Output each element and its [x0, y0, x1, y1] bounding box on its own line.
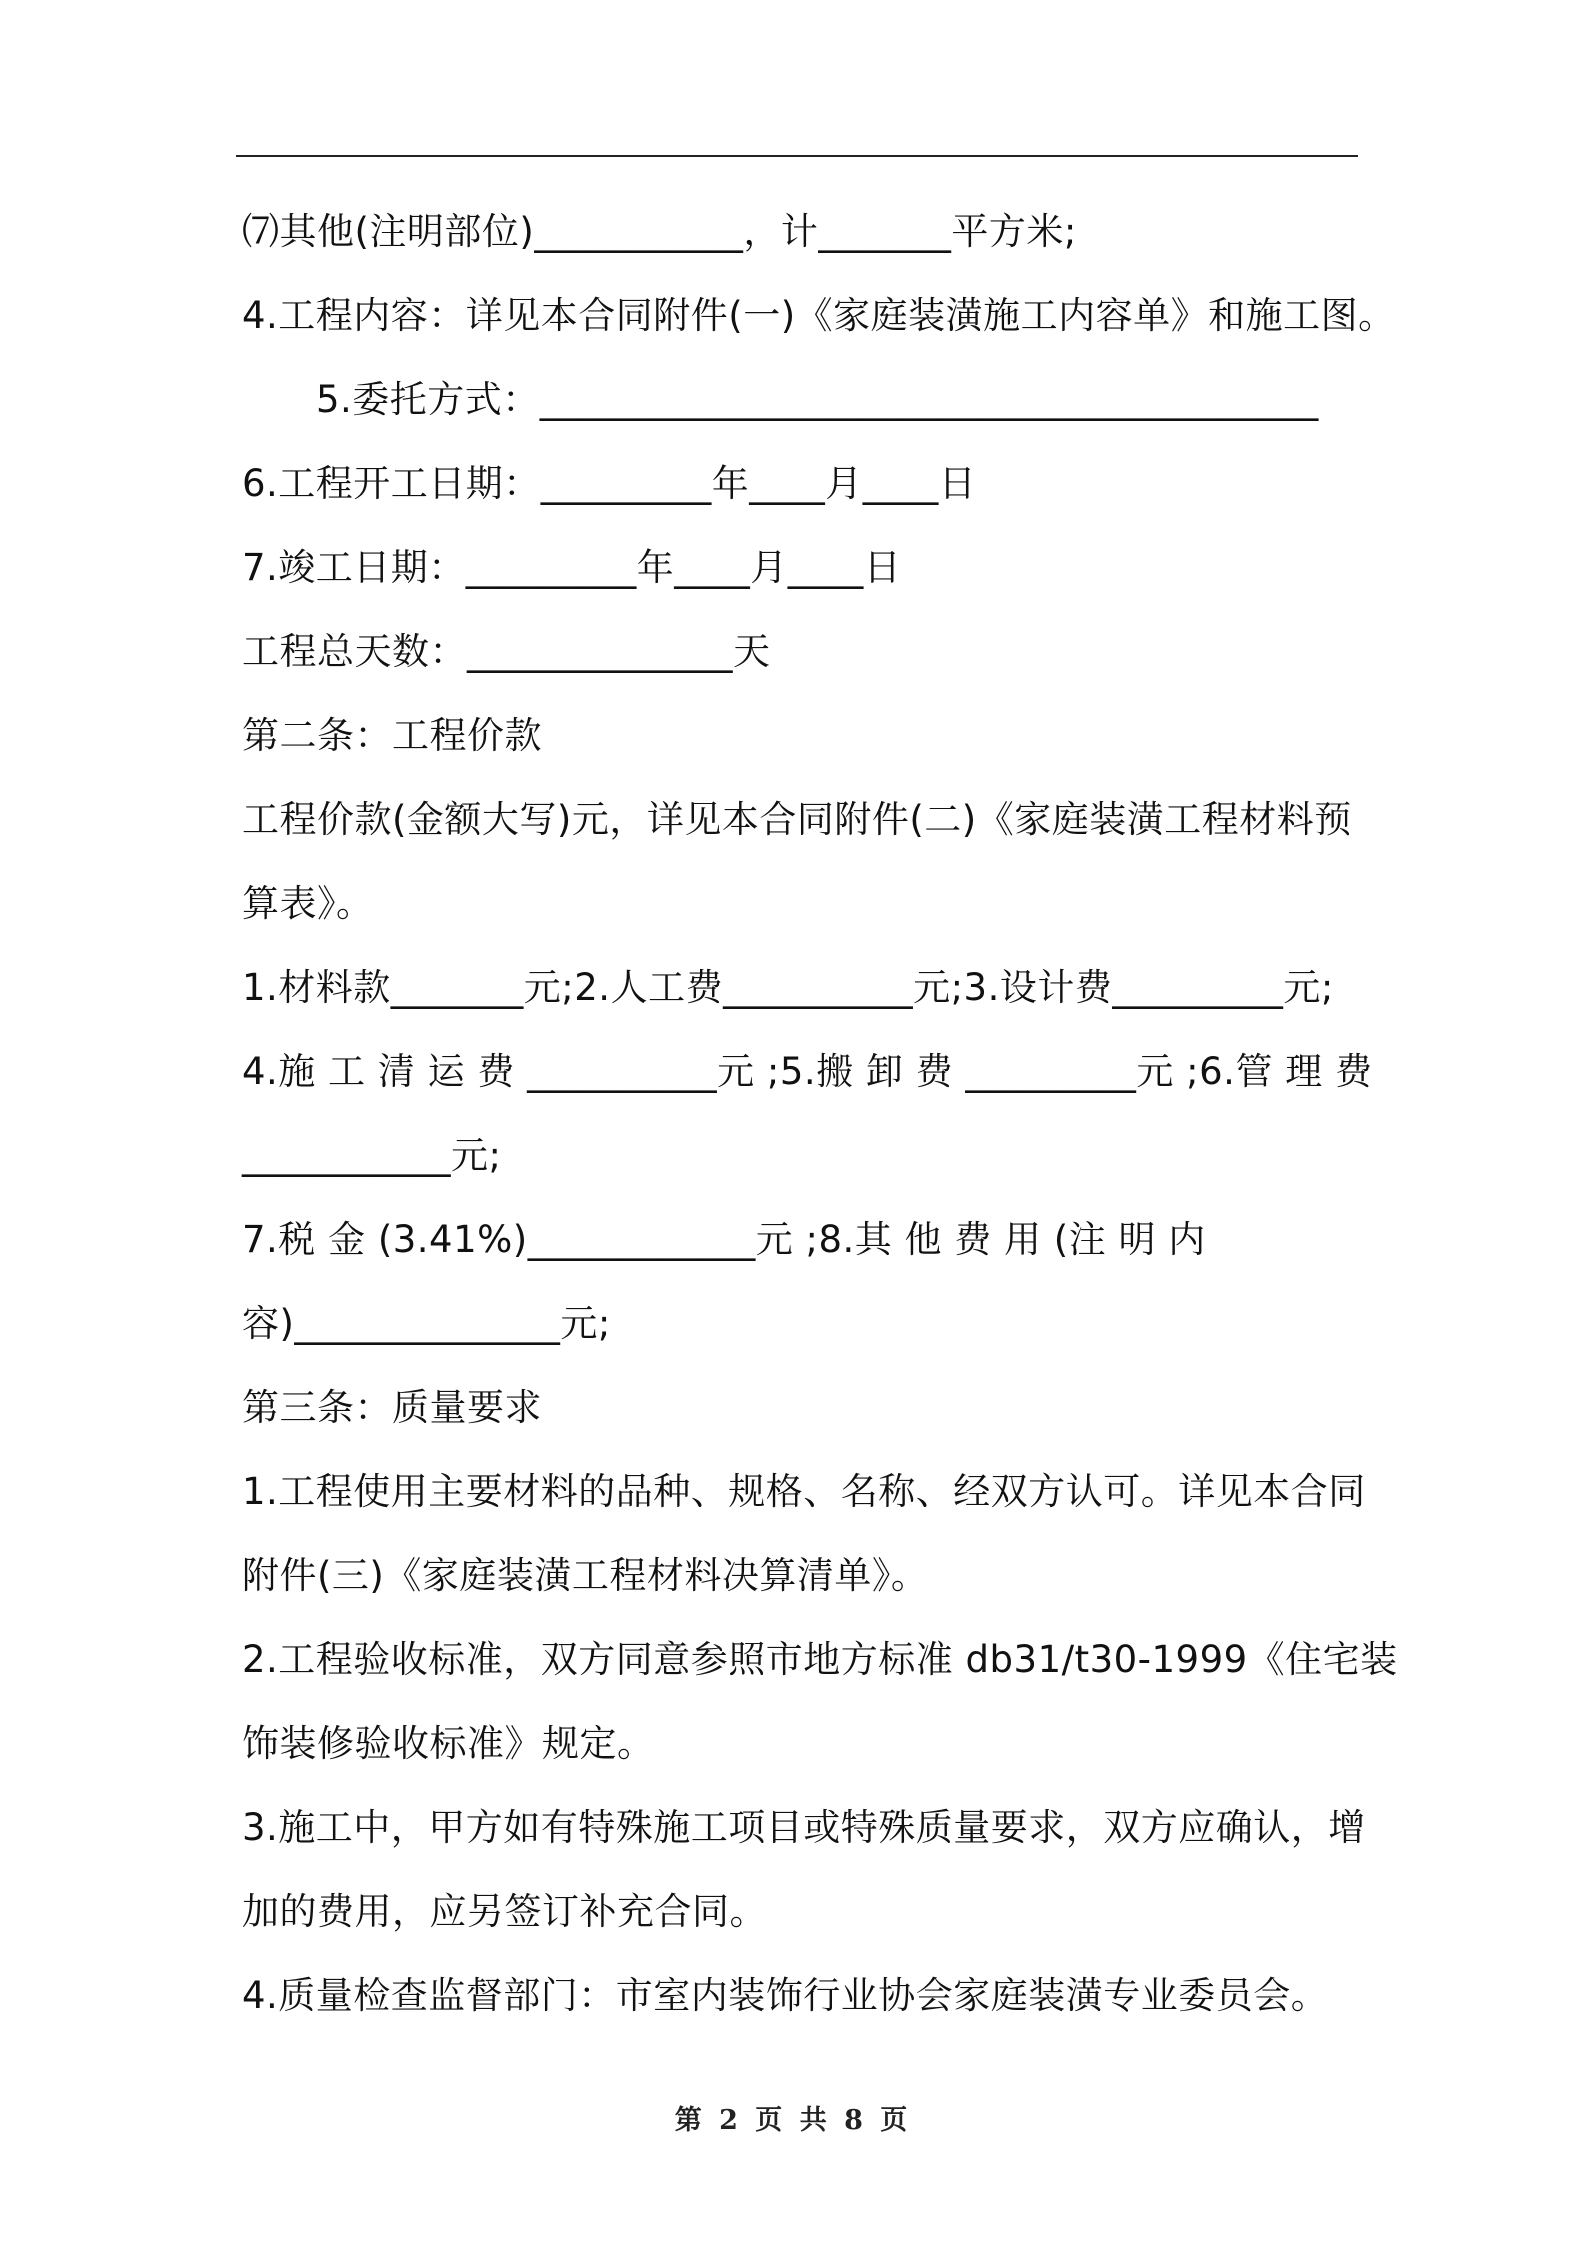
line-fees-1: 1.材料款_______元;2.人工费__________元;3.设计费_________元;	[242, 966, 1334, 1009]
line-quality-3-cont: 加的费用，应另签订补充合同。	[242, 1890, 767, 1933]
section-heading-quality: 第三条：质量要求	[242, 1386, 542, 1429]
line-fees-3: 7.税 金 (3.41%)____________元 ;8.其 他 费 用 (注 明 内	[242, 1218, 1206, 1261]
line-total-days: 工程总天数：______________天	[242, 630, 771, 673]
line-quality-2: 2.工程验收标准，双方同意参照市地方标准 db31/t30-1999《住宅装	[242, 1638, 1398, 1681]
header-rule	[236, 155, 1358, 157]
page-number: 第 2 页 共 8 页	[674, 2105, 912, 2136]
line-fees-3-cont: 容)______________元;	[242, 1302, 611, 1345]
line-project-content: 4.工程内容：详见本合同附件(一)《家庭装潢施工内容单》和施工图。	[242, 294, 1396, 337]
line-quality-3: 3.施工中，甲方如有特殊施工项目或特殊质量要求，双方应确认，增	[242, 1806, 1366, 1849]
document-body	[242, 190, 1398, 2038]
line-quality-1-cont: 附件(三)《家庭装潢工程材料决算清单》。	[242, 1554, 929, 1597]
line-quality-2-cont: 饰装修验收标准》规定。	[242, 1722, 655, 1765]
line-start-date: 6.工程开工日期：_________年____月____日	[242, 462, 977, 505]
line-price-intro: 工程价款(金额大写)元，详见本合同附件(二)《家庭装潢工程材料预	[242, 798, 1352, 841]
section-heading-price: 第二条：工程价款	[242, 714, 542, 757]
line-fees-2-cont: ___________元;	[242, 1134, 502, 1177]
line-other-area: ⑺其他(注明部位)___________，计_______平方米;	[242, 210, 1077, 253]
line-quality-1: 1.工程使用主要材料的品种、规格、名称、经双方认可。详见本合同	[242, 1470, 1366, 1513]
line-quality-4: 4.质量检查监督部门：市室内装饰行业协会家庭装潢专业委员会。	[242, 1974, 1329, 2017]
line-price-intro-cont: 算表》。	[242, 882, 374, 925]
line-completion-date: 7.竣工日期：_________年____月____日	[242, 546, 902, 589]
line-fees-2: 4.施 工 清 运 费 __________元 ;5.搬 卸 费 _________元 ;6.管 理 费	[242, 1050, 1373, 1093]
line-commission-method: 5.委托方式：_________________________________________	[316, 378, 1319, 421]
